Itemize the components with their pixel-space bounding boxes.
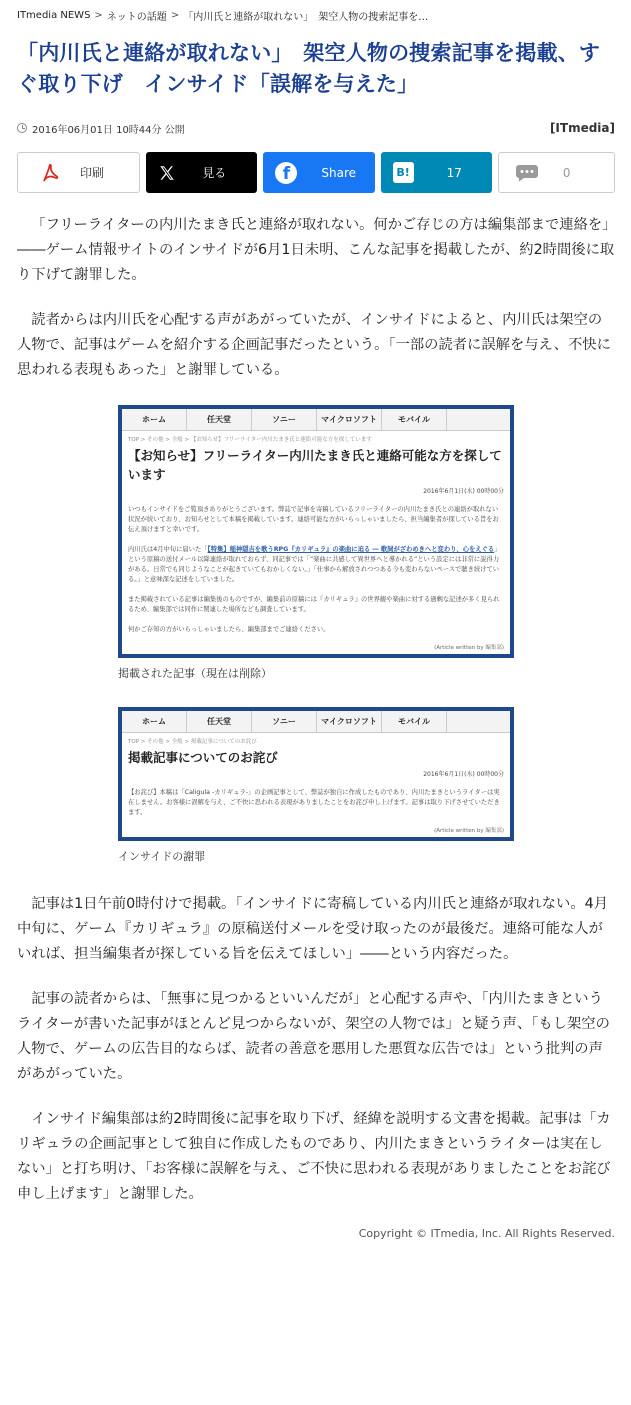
nav-item: モバイル	[382, 711, 447, 732]
screenshot-paragraph: 【お詫び】本稿は「Caligula -カリギュラ-」の企画記事として、弊誌が独自に作成したものであり、内川たまきというライターは実在しません。お客様に誤解を与え、ご不快に思われる表現がありましたことをお詫び申し上げます。記事は取り下げさせていただきます。	[128, 789, 500, 816]
copyright: Copyright © ITmedia, Inc. All Rights Reserved.	[358, 1227, 615, 1240]
article-source: [ITmedia]	[549, 121, 615, 135]
nav-item: ソニー	[252, 409, 317, 430]
hatena-count: 17	[446, 165, 462, 180]
nav-item: ホーム	[122, 711, 187, 732]
paragraph: 読者からは内川氏を心配する声があがっていたが、インサイドによると、内川氏は架空の人物で、記事はゲームを紹介する企画記事だったという。「一部の読者に誤解を与え、不快に思われる表現もあった」と謝罪している。	[17, 312, 611, 378]
screenshot-breadcrumb: TOP > その他 > 全般 > 掲載記事についてのお詫び	[128, 739, 257, 745]
screenshot-paragraph: また掲載されている記事は編集後のものですが、編集前の原稿には『カリギュラ』の世界観や楽曲に対する過剰な記述が多く見られるため、編集部では同作に関連した場所なども調査しています。	[128, 596, 500, 613]
screenshot-text: 」という原稿の送付メール以降連絡が取れておらず、同記事では「“楽曲に共感して異世界へと導かれる”という設定には非常に説得力がある。日常でも同じようなことが起きていてもおかしくない。」「仕事から解放されつつある今も変わらないペースで聴き続けている。」と意味深な記述をしていました。	[128, 546, 501, 583]
breadcrumb-item-current: 「内川氏と連絡が取れない」 架空人物の捜索記事を…	[183, 11, 429, 23]
nav-item: ソニー	[252, 711, 317, 732]
breadcrumb-item-net-topics[interactable]: ネットの話題	[106, 11, 167, 23]
x-share-button[interactable]	[146, 152, 257, 193]
screenshot-text: 内川氏は4月中旬に届いた「	[128, 546, 208, 553]
nav-item: ホーム	[122, 409, 187, 430]
article-meta	[17, 118, 615, 138]
screenshot-nav	[122, 409, 510, 431]
publish-date: 2016年06月01日 10時44分 公開	[32, 124, 185, 136]
nav-item: 任天堂	[187, 409, 252, 430]
article-title: 「内川氏と連絡が取れない」 架空人物の捜索記事を掲載、すぐ取り下げ インサイド「誤解を与えた」	[17, 41, 601, 96]
figure-caption: インサイドの謝罪	[118, 850, 206, 863]
hatena-bookmark-icon: B!	[393, 162, 414, 183]
breadcrumb	[17, 0, 615, 30]
screenshot-date: 2016年6月1日(水) 00時00分	[423, 771, 504, 778]
screenshot-paragraph	[122, 545, 510, 585]
comment-button[interactable]	[498, 152, 615, 193]
screenshot-date: 2016年6月1日(水) 00時00分	[423, 488, 504, 495]
screenshot-apology[interactable]	[118, 707, 514, 841]
nav-item: マイクロソフト	[317, 409, 382, 430]
screenshot-nav	[122, 711, 510, 733]
paragraph: 記事は1日午前0時付けで掲載。「インサイドに寄稿している内川氏と連絡が取れない。4月中旬に、ゲーム『カリギュラ』の原稿送付メールを受け取ったのが最後だ。連絡可能な人がいれば、担当編集者が探している旨を伝えてほしい」――という内容だった。	[17, 896, 609, 962]
breadcrumb-item-itmedia-news[interactable]: ITmedia NEWS	[17, 9, 91, 21]
nav-item: モバイル	[382, 409, 447, 430]
x-logo-icon	[158, 164, 176, 182]
screenshot-heading: 【お知らせ】フリーライター内川たまき氏と連絡可能な方を探しています	[128, 448, 502, 482]
acrobat-icon	[40, 163, 60, 183]
publish-info	[17, 121, 185, 136]
paragraph: 「フリーライターの内川たまき氏と連絡が取れない。何かご存じの方は編集部まで連絡を」――ゲーム情報サイトのインサイドが6月1日未明、こんな記事を掲載したが、約2時間後に取り下げて謝罪した。	[17, 217, 615, 283]
x-label: 見る	[202, 166, 227, 180]
paragraph: 記事の読者からは、「無事に見つかるといいんだが」と心配する声や、「内川たまきというライターが書いた記事がほとんど見つからないが、架空の人物では」と疑う声、「もし架空の人物で、ゲームの広告目的ならば、読者の善意を悪用した悪質な広告では」という批判の声があがっていた。	[17, 991, 610, 1082]
nav-item: マイクロソフト	[317, 711, 382, 732]
print-label: 印刷	[80, 166, 105, 180]
screenshot-breadcrumb: TOP > その他 > 全般 > 【お知らせ】フリーライター内川たまき氏と連絡可能な方を探しています	[128, 437, 372, 443]
hatena-bookmark-button[interactable]	[381, 152, 492, 193]
figure-original-article	[118, 405, 514, 681]
facebook-label: Share	[321, 165, 357, 180]
figure-caption: 掲載された記事（現在は削除）	[118, 667, 272, 680]
comment-count: 0	[562, 165, 571, 180]
facebook-share-button[interactable]	[263, 152, 374, 193]
screenshot-footer: (Article written by 編集部)	[434, 828, 504, 834]
screenshot-original-article[interactable]	[118, 405, 514, 658]
breadcrumb-separator: >	[94, 9, 103, 21]
paragraph: インサイド編集部は約2時間後に記事を取り下げ、経緯を説明する文書を掲載。記事は「カリギュラの企画記事として独自に作成したものであり、内川たまきというライターは実在しない」と打ち明け、「お客様に誤解を与え、ご不快に思われる表現がありましたことをお詫び申し上げます」と謝罪した。	[17, 1111, 611, 1202]
screenshot-article-link: 【特集】稲神隠吉を歌うRPG『カリギュラ』の楽曲に迫る ― 歌詞がざわめきへと変わり、心をえぐる	[207, 546, 495, 553]
facebook-icon: f	[275, 162, 297, 184]
breadcrumb-separator: >	[170, 9, 180, 21]
comment-bubble-icon	[515, 164, 539, 182]
article-body-top	[17, 213, 615, 383]
screenshot-heading: 掲載記事についてのお詫び	[128, 750, 278, 765]
article-body-bottom	[17, 892, 615, 1207]
share-bar	[17, 152, 615, 193]
screenshot-paragraph: 何かご存知の方がいらっしゃいましたら、編集部までご連絡ください。	[128, 626, 330, 633]
nav-item: 任天堂	[187, 711, 252, 732]
figure-apology	[118, 707, 514, 864]
clock-icon	[17, 123, 27, 133]
screenshot-footer: (Article written by 編集部)	[434, 645, 504, 651]
print-button[interactable]	[17, 152, 140, 193]
screenshot-paragraph: いつもインサイドをご覧頂きありがとうございます。弊誌で記事を寄稿しているフリーライターの内川たまき氏との連絡が取れない状況が続いており、お知らせとして本稿を掲載しています。連絡可能な方がいらっしゃいましたら、担当編集者が探している旨をお伝え頂けますと幸いです。	[128, 506, 499, 533]
